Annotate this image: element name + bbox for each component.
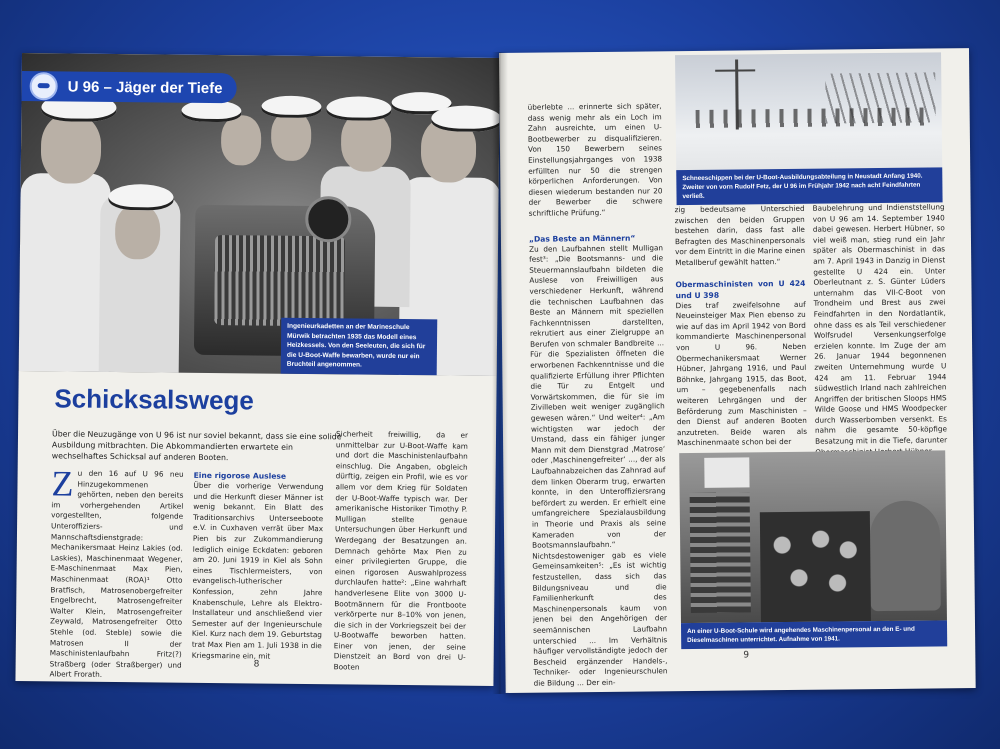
right-column-3-text: Baubelehrung und Indienststellung von U 96 am 14. September 1940 dabei gewesen. Herbert Hübner, so viel weiß man, stieg rund ein Jahr später als Obermaschinist in das am 7. April 1943 in Danzig in Dienst gestellte U 424 ein. Unter Oberleutnant z. S. Günter Lüders unternahm das VII-C-Boot von Trondheim und Brest aus zwei Feindfahrten in den Nordatlantik, ohne dass es als Teil verschiedener Wolfsrudel Versenkungserfolge erzielen konnte. Im Zuge der am 26. Januar 1944 begonnenen zweiten Unternehmung wurde U 424 am 11. Februar 1944 südwestlich Irland nach zahlreichen Angriffen der britischen Sloops HMS Wilde Goose und HMS Woodpecker durch Wasserbomben versenkt. Es nahm die gesamte 50-köpfige Besatzung mit in die Tiefe, darunter xyxy=(812,202,948,446)
u-boat-logo-icon xyxy=(30,72,58,100)
book-spine xyxy=(492,52,508,694)
left-column-3-text: Sicherheit freiwillig, da er unmittelbar zur U-Boot-Waffe kam und dort die Maschinistenlaufbahn einschlug. Die Angaben, obgleich dürftig, zeigen ein Profil, wie es vor allem vor dem Krieg für Soldaten der U-Boot-Waffe typisch war. Der amerikanische Historiker Timothy P. Mulligan stellte genaue Untersuchungen über Herkunft und Werdegang der Besatzungen an. Demnach gehörte Max Pien zu einer privilegierten Gruppe, die einen rigorosen Auswahlprozess durchlaufen hatte²: „Eine wahrhaft handverlesene Elite von 3000 U-Bootmännern für die Frontboote verkörperte nur 8–10% von jenen, die sich in der Vorkriegszeit bei der U-Bootwaffe beworben hatten. Einer von jenen, der seine Dienstzeit an Bord von drei U-Booten xyxy=(333,429,469,672)
subheading-obermaschinisten: Obermaschinisten von U 424 und U 398 xyxy=(675,278,806,300)
page-headline: Schicksalswege xyxy=(54,383,255,416)
section-title-band xyxy=(22,71,237,103)
page-number-left: 8 xyxy=(253,659,260,670)
snow-photo-caption: Schneeschippen bei der U-Boot-Ausbildungsabteilung in Neustadt Anfang 1940. Zweiter von vorn Rudolf Fetz, der U 96 im Frühjahr 1942 nach acht Feindfahrten verließ. xyxy=(676,167,942,205)
left-column-1 xyxy=(49,463,184,681)
page-number-right: 9 xyxy=(743,650,750,661)
right-column-2 xyxy=(675,204,808,449)
left-column-1-text: u den 16 auf U 96 neu Hinzugekommenen gehörten, neben den bereits im vorhergehenden Artikel vorgestellten, folgende Unteroffiziers- und Mannschaftsdienstgrade: Mechanikersmaat Heinz Lakies (od. Laskies), Maschinenmaat Wegener, E-Maschinenmaat Max Pien, Maschinenmaat (ROA)¹ Otto Bratfisch, Matrosenobergefreiter Engelbrecht, Matrosengefreiter Walter Klein, Matrosengefreiter Zeywald, Matrosengefreiter Otto Stehle (od. Steble) sowie die Matrosen II der Maschinistenlaufbahn Fritz(?) Straßberg (oder Straßberger) und Albert Frorath. xyxy=(49,468,184,680)
snow-shoveling-photo xyxy=(675,52,942,170)
right-column-1-text2: Zu den Laufbahnen stellt Mulligan fest³: „Die Bootsmanns- und die Steuermannslaufbahn bildeten die Auslese von Freiwilligen aus verschiedener Herkunft, während die technischen Laufbahnen das Beste an Männern mit speziellen Fachkenntnissen darstellten, rekrutiert aus einer Zielgruppe an Berufen von schmaler Bandbreite ... Für die Spezialisten öffneten die erworbenen Fachkenntnisse und die qualifizierte Erfüllung ihrer Pflichten die Tür zu Entgelt und Vorwärtskommen, die für sie im Zivilleben weit weniger zugänglich gewesen wären.“ Und weiter⁴: „Am wichtigsten war jedoch der Umstand, dass ein fähiger junger Mann mit dem Dienstgrad ‚Matrose‘ oder ‚Maschinengefreiter‘ ..., der als Laufbahnabzeichen das Zahnrad auf dem linken Oberarm trug, erwarten konnte, in den Unteroffiziersrang befördert zu werden. Er erhielt eine umfangreichere Spezialausbildung in Theorie und Praxis als seine Kameraden von der Bootsmannslaufbahn.“ Nichtsdestoweniger gab es viele Gemeinsamkeiten⁵: „Es ist wichtig festzustellen, dass sich das Bildungsniveau und die Familienherkunft des Maschinenpersonals kaum von jenen bei den Angehörigen der seemännischen Laufbahn unterschied ... Im Verhältnis häufiger vervollständigte jedoch der Bescheid ergänzender Handels-, Techniker- oder Ingenieurschulen die Bildung ... Der ein- xyxy=(529,242,668,688)
left-column-2-text: Über die vorherige Verwendung und die Herkunft dieser Männer ist wenig bekannt. Ein Blatt des Traditionsarchivs Unterseeboote e.V. in Cuxhaven verrät über Max Pien bis zur Zukommandierung lediglich einige Eckdaten: geboren am 20. Juni 1919 in Kiel als Sohn eines Tischlermeisters, von evangelisch-lutherischer Konfession, zehn Jahre Knabenschule, Lehre als Elektro-Installateur und anschließend vier Semester auf der Ingenieurschule Kiel. Kurz nach dem 19. Geburtstag trat Max Pien am 1. Juli 1938 in die Kriegsmarine ein, mit xyxy=(191,480,324,661)
subheading-beste: „Das Beste an Männern“ xyxy=(528,233,636,244)
right-column-1-text: überlebte ... erinnerte sich später, dass wenig mehr als ein Loch im Zahn ausreichte, um einen U-Bootbewerber zu disqualifizieren. Von 150 Bewerbern seines Einstellungsjahrganges von 1938 erfüllten nur 50 die strengen körperlichen Anforderungen. Von diesen wiederum bestanden nur 20 der Bewerber die schwere schriftliche Prüfung.“ xyxy=(527,101,663,218)
right-column-2-text2: Dies traf zweifelsohne auf Neueinsteiger Max Pien ebenso zu wie auf das im April 1942 von Bord kommandierte Maschinenpersonal von U 96. Neben Obermechanikersmaat Werner Hübner, Jahrgang 1916, und Paul Böhnke, Jahrgang 1915, das Boot, um – gegebenenfalls nach weiteren Lehrgängen und der Beförderung zum Maschinisten – den Dienst auf anderen Booten anzutreten. Beide waren als Maschinenmaate schon bei der xyxy=(675,299,808,448)
subheading-auslese: Eine rigorose Auslese xyxy=(193,470,287,481)
engine-photo-caption: An einer U-Boot-Schule wird angehendes Maschinenpersonal an den E- und Dieselmaschinen unterrichtet. Aufnahme von 1941. xyxy=(681,620,947,649)
dropcap: Z xyxy=(51,463,74,504)
left-page xyxy=(15,53,500,686)
intro-text: Über die Neuzugänge von U 96 ist nur soviel bekannt, dass sie eine solide Ausbildung mitbrachten. Die Abkommandierten erwartete ein wechselhaftes Schicksal auf anderen Booten. xyxy=(51,429,342,463)
photo-caption: Ingenieurkadetten an der Marineschule Mürwik betrachten 1935 das Modell eines Heizkessels. Von den Seeleuten, die sich für die U-Boot-Waffe bewarben, wurde nur ein Bruchteil angenommen. xyxy=(281,318,438,376)
right-page xyxy=(499,48,976,693)
section-title: U 96 – Jäger der Tiefe xyxy=(67,77,223,97)
left-column-2 xyxy=(192,470,324,662)
right-column-2-text: zig bedeutsame Unterschied zwischen den beiden Gruppen bestehen darin, dass fast alle Befragten des Maschinenpersonals vor dem Eintritt in die Marine einen Metallberuf gewählt hatten.“ xyxy=(674,203,806,268)
left-column-3 xyxy=(334,429,469,674)
right-column-1 xyxy=(528,101,668,689)
engine-school-photo xyxy=(679,450,947,623)
right-column-3 xyxy=(813,202,948,458)
